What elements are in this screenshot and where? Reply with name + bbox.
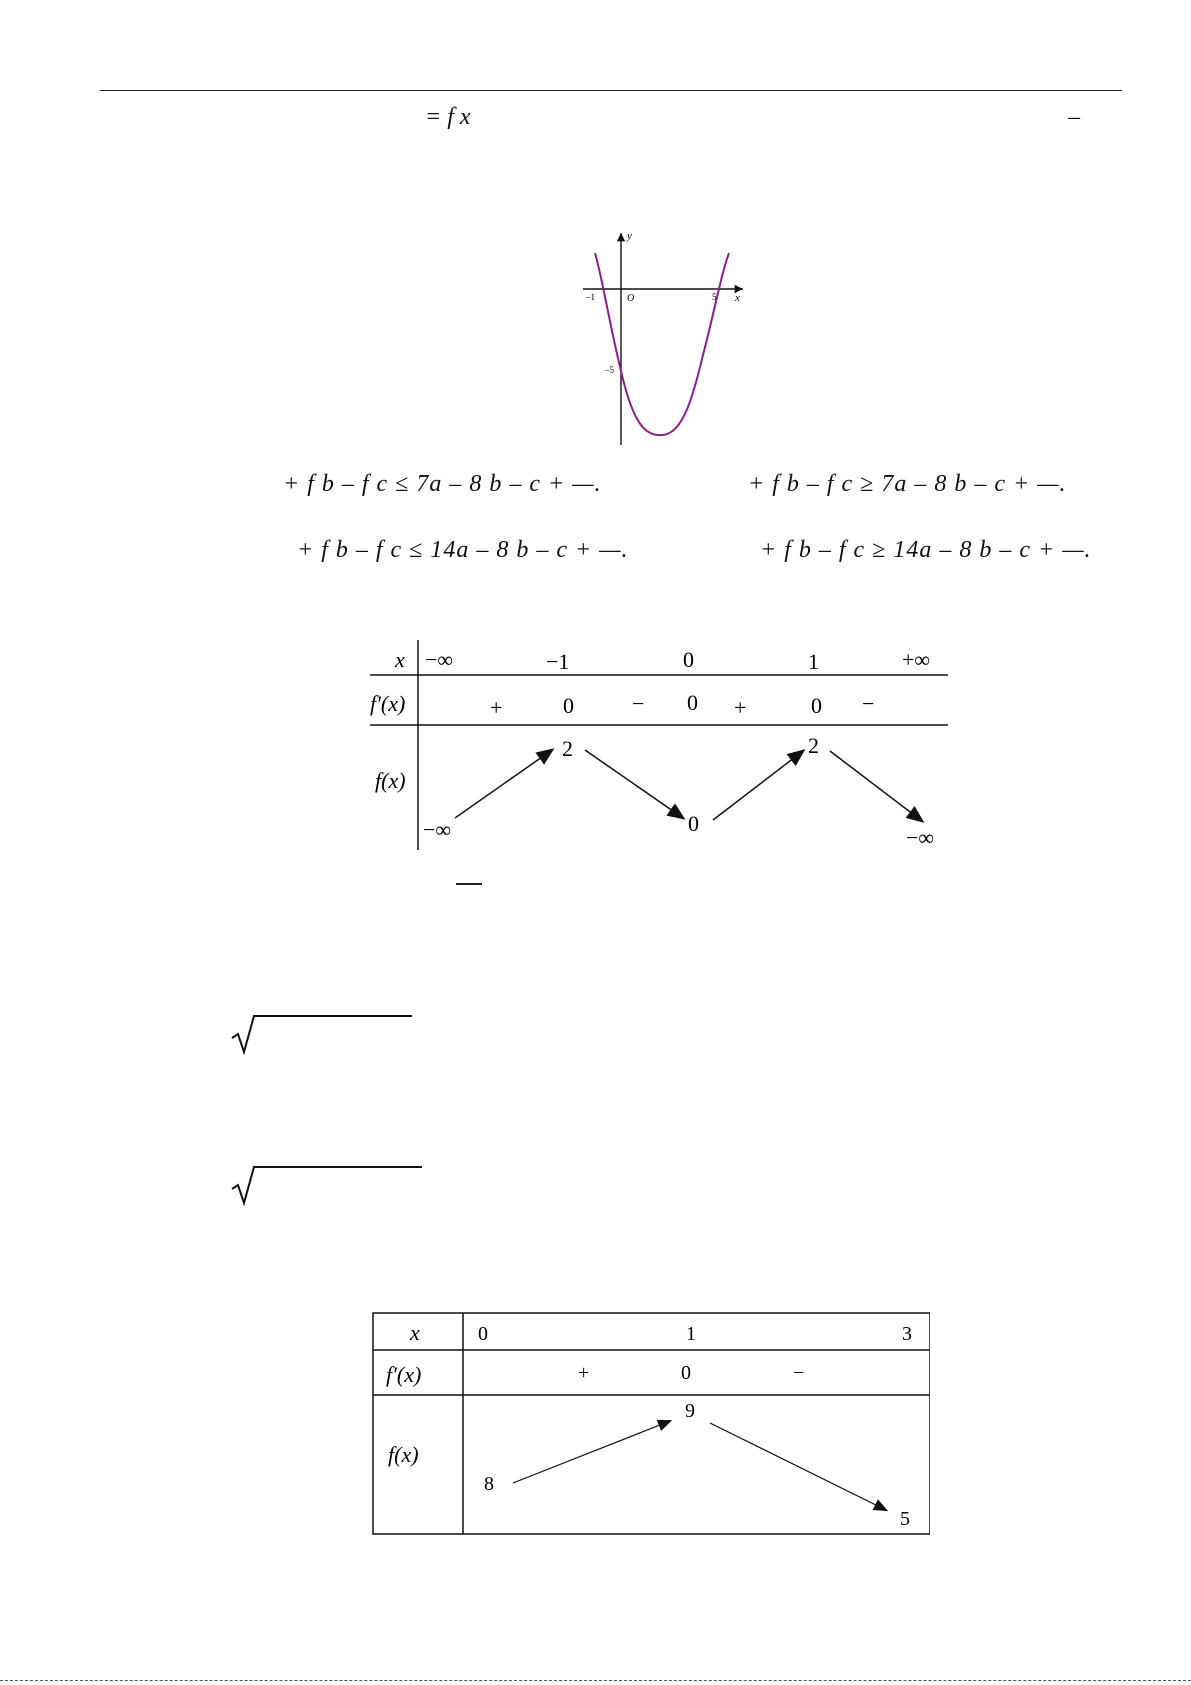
table2-fprime-label: f′(x) [386,1362,422,1387]
header-rule [100,90,1122,91]
sqrt-symbol-2 [230,1163,425,1208]
parabola-curve [595,253,729,435]
table2-arrow-up [513,1421,670,1483]
table2-f-value: 9 [685,1400,695,1422]
table2-x-value: 3 [902,1323,912,1345]
tick-label-5: 5 [712,292,717,302]
table1-fprime-value: 0 [563,693,574,718]
choice-a: + f b – f c ≤ 7a – 8 b – c + —. [283,471,602,497]
table1-fprime-value: 0 [811,693,822,718]
table1-fprime-value: + [734,695,747,720]
function-fragment: = f x [425,104,471,130]
fraction-bar [456,883,482,885]
table1-f-label: f(x) [375,768,406,793]
x-axis-label: x [735,292,740,304]
table1-x-value: +∞ [902,647,931,672]
origin-label: O [627,293,635,304]
table1-fprime-value: − [632,691,645,716]
table2-fprime-value: − [793,1362,805,1384]
table1-x-value: −1 [546,649,570,674]
variation-table-1 [360,635,960,855]
table2-arrow-down [710,1423,886,1510]
dash-fragment: – [1068,104,1080,130]
table1-arrow-down [585,750,683,818]
table2-fprime-value: 0 [681,1362,691,1384]
table1-fprime-value: − [862,691,875,716]
table1-f-value: −∞ [423,817,452,842]
choice-d: + f b – f c ≥ 14a – 8 b – c + —. [760,537,1092,563]
choice-c: + f b – f c ≤ 14a – 8 b – c + —. [297,537,629,563]
table1-f-value: 2 [808,733,819,758]
table2-x-value: 0 [478,1323,488,1345]
table2-border [373,1313,930,1534]
table2-x-label: x [410,1320,420,1345]
footer-rule [0,1680,1191,1681]
choice-b: + f b – f c ≥ 7a – 8 b – c + —. [748,471,1067,497]
table1-x-value: 0 [683,647,694,672]
table1-fprime-label: f′(x) [370,691,406,716]
table1-f-value: 0 [688,811,699,836]
table2-x-value: 1 [686,1323,696,1345]
variation-table-2 [370,1310,930,1535]
parabola-graph [575,225,755,450]
tick-label-neg1: –1 [586,292,595,302]
tick-label-neg5: –5 [605,365,614,375]
sqrt-symbol-1 [230,1012,415,1057]
table1-arrow-up [455,750,552,818]
table2-fprime-value: + [578,1362,590,1384]
table2-f-value: 5 [900,1508,910,1530]
table1-arrow-down [830,751,922,821]
table1-x-value: −∞ [425,647,454,672]
table1-f-value: −∞ [906,825,935,850]
table1-arrow-up [713,751,803,820]
table1-f-value: 2 [562,736,573,761]
table1-fprime-value: + [490,695,503,720]
table2-f-value: 8 [484,1473,494,1495]
table2-f-label: f(x) [388,1442,419,1467]
y-axis-label: y [627,230,632,242]
table1-x-label: x [395,647,405,672]
table1-x-value: 1 [808,649,819,674]
table1-fprime-value: 0 [687,690,698,715]
